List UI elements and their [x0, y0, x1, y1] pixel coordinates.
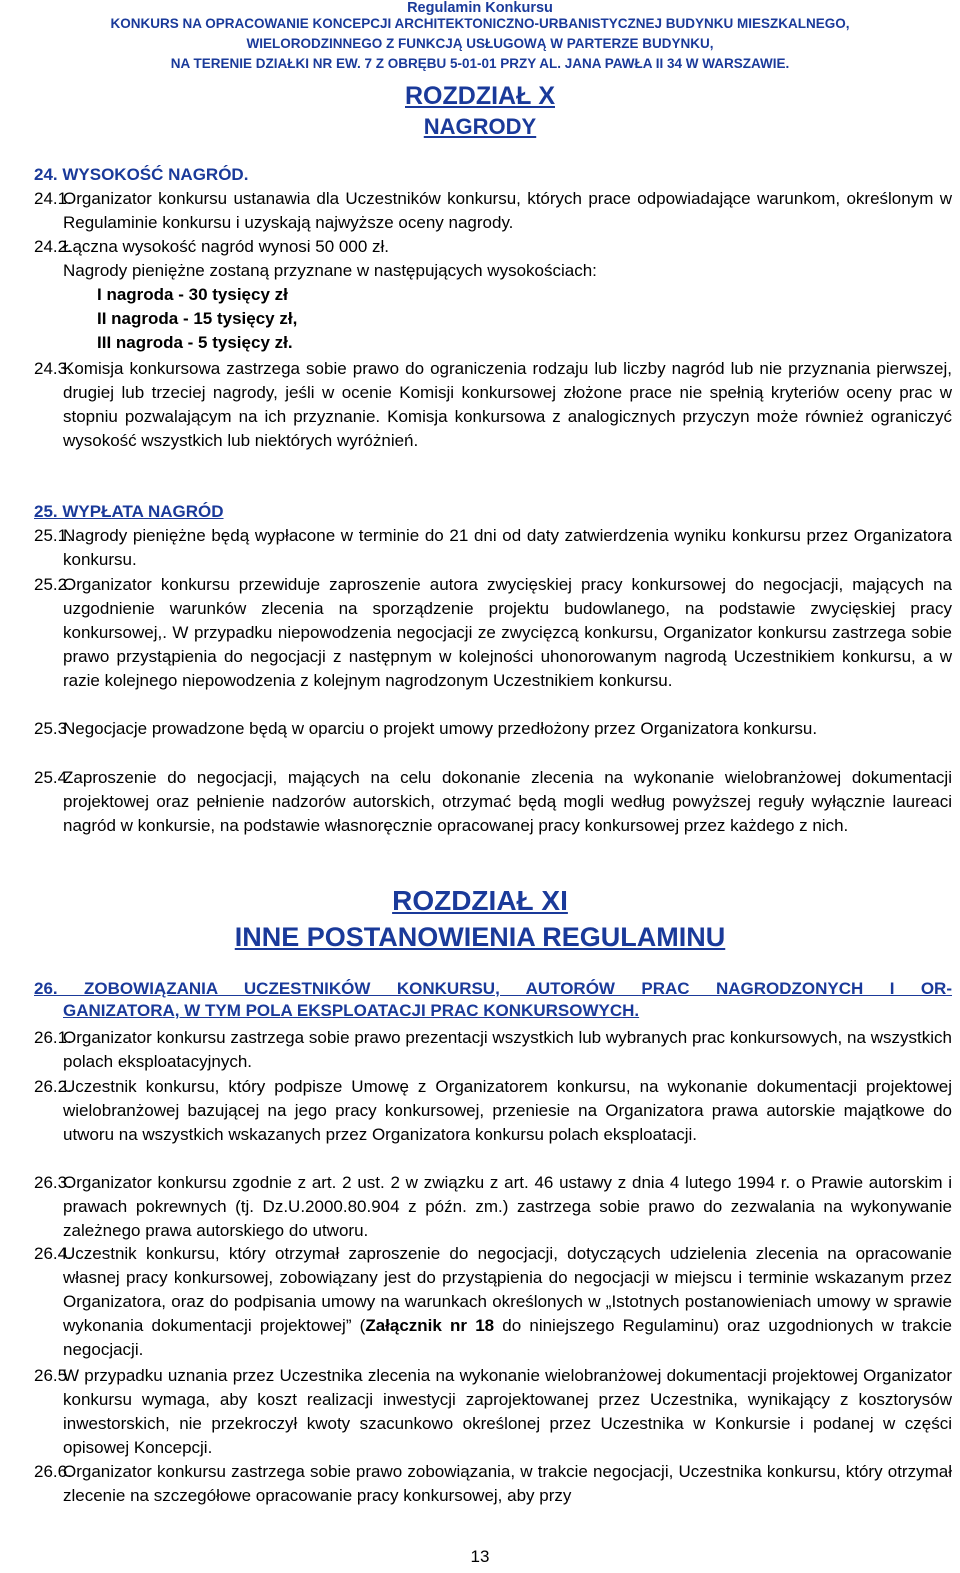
paragraph-text: W przypadku uznania przez Uczestnika zlecenia na wykonanie wielobranżowej dokumentacji projektowej Organizator konkursu wymaga, aby koszt realizacji inwestycji zaprojektowanej przez Uczestnika, wynikający z kosztorysów inwestorskich, nie przekroczył kwoty szacunkowo określonej przez Uczestnika w Konkursie i podanej w części opisowej Koncepcji. [63, 1366, 952, 1457]
section-24-heading: 24. WYSOKOŚĆ NAGRÓD. [34, 165, 249, 184]
chapter-10-subtitle: NAGRODY [423, 114, 537, 139]
paragraph-25-1 [34, 524, 952, 572]
chapter-11-title: ROZDZIAŁ XI [392, 885, 568, 916]
paragraph-24-2 [34, 235, 952, 259]
paragraph-text: Organizator konkursu przewiduje zaproszenie autora zwycięskiej pracy konkursowej do negocjacji, mających na uzgodnienie warunków zlecenia na sporządzenie projektu budowlanego, na podstawie zwycięskiej pracy konkursowej,. W przypadku niepowodzenia negocjacji ze zwycięzcą konkursu, Organizator konkursu zastrzega sobie prawo przystąpienia do negocjacji z następnym w kolejności uhonorowanym nagrodą Uczestnikiem konkursu, a w razie kolejnego niepowodzenia z kolejnym nagrodzonym Uczestnikiem konkursu. [63, 575, 952, 690]
paragraph-number: 26.4. [34, 1244, 72, 1263]
header-line-2: WIELORODZINNEGO Z FUNKCJĄ USŁUGOWĄ W PARTERZE BUDYNKU, [246, 36, 714, 51]
paragraph-text-part: do niniejszego Regulaminu) oraz uzgodnionych w trakcie negocjacji. [63, 1316, 953, 1359]
prize-intro: Nagrody pieniężne zostaną przyznane w następujących wysokościach: [63, 261, 597, 280]
paragraph-text: Komisja konkursowa zastrzega sobie prawo do ograniczenia rodzaju lub liczby nagród lub nie przyznania pierwszej, drugiej lub trzeciej nagrody, jeśli w ocenie Komisji konkursowej złożone prace nie spełnią kryteriów oceny prac w stopniu pozwalającym na ich przyznanie. Komisja konkursowa z analogicznych przyczyn może również ograniczyć wysokość wszystkich lub niektórych wyróżnień. [63, 359, 952, 450]
paragraph-26-3 [34, 1171, 952, 1243]
paragraph-26-6 [34, 1460, 952, 1508]
paragraph-text: Organizator konkursu zastrzega sobie prawo prezentacji wszystkich lub wybranych prac konkursowych, na wszystkich polach eksploatacyjnych. [63, 1028, 952, 1071]
header-title: Regulamin Konkursu [407, 0, 553, 16]
paragraph-text: Zaproszenie do negocjacji, mających na celu dokonanie zlecenia na wykonanie wielobranżowej dokumentacji projektowej oraz pełnienie nadzorów autorskich, otrzymać będą mogli według powyższej reguły wyłącznie laureaci nagród w konkursie, na podstawie własnoręcznie opracowanej pracy konkursowej przez każdego z nich. [63, 768, 952, 835]
section-25-heading: 25. WYPŁATA NAGRÓD [34, 502, 224, 521]
paragraph-text: Nagrody pieniężne będą wypłacone w terminie do 21 dni od daty zatwierdzenia wyniku konkursu przez Organizatora konkursu. [63, 526, 952, 569]
paragraph-number: 26.6. [34, 1462, 72, 1481]
paragraph-24-3 [34, 357, 952, 453]
paragraph-26-1 [34, 1026, 952, 1074]
paragraph-text [63, 1242, 952, 1362]
header-line-3: NA TERENIE DZIAŁKI NR EW. 7 Z OBRĘBU 5-01-01 PRZY AL. JANA PAWŁA II 34 W WARSZAWIE. [170, 56, 790, 71]
section-26-heading-line-2: GANIZATORA, W TYM POLA EKSPLOATACJI PRAC KONKURSOWYCH. [63, 1001, 640, 1020]
paragraph-number: 25.3 [34, 719, 68, 738]
prize-third: III nagroda - 5 tysięcy zł. [97, 333, 293, 352]
paragraph-text: Organizator konkursu zastrzega sobie prawo zobowiązania, w trakcie negocjacji, Uczestnika konkursu, który otrzymał zlecenie na szczegółowe opracowanie pracy konkursowej, aby przy [63, 1462, 952, 1505]
paragraph-number: 26.5 [34, 1366, 68, 1385]
chapter-11-subtitle: INNE POSTANOWIENIA REGULAMINU [234, 922, 726, 952]
paragraph-number: 25.2. [34, 575, 72, 594]
header-line-1: KONKURS NA OPRACOWANIE KONCEPCJI ARCHITEKTONICZNO-URBANISTYCZNEJ BUDYNKU MIESZKALNEGO, [110, 16, 850, 31]
paragraph-text: Uczestnik konkursu, który podpisze Umowę z Organizatorem konkursu, na wykonanie dokumentacji projektowej wielobranżowej bazującej na jego pracy konkursowej, przeniesie na Organizatora prawa autorskie majątkowe do utworu na wszystkich wskazanych przez Organizatora konkursu polach eksploatacji. [63, 1077, 952, 1144]
paragraph-number: 26.2. [34, 1077, 72, 1096]
paragraph-24-1 [34, 187, 952, 235]
paragraph-number: 24.3. [34, 359, 72, 378]
paragraph-number: 26.3. [34, 1173, 72, 1192]
section-26-heading [34, 978, 952, 1022]
chapter-10-title: ROZDZIAŁ X [405, 82, 555, 110]
paragraph-25-2 [34, 573, 952, 693]
page-number: 13 [470, 1547, 490, 1566]
paragraph-number: 24.1. [34, 189, 72, 208]
paragraph-26-2 [34, 1075, 952, 1147]
paragraph-number: 25.4. [34, 768, 72, 787]
paragraph-25-3 [34, 717, 952, 741]
paragraph-text: Negocjacje prowadzone będą w oparciu o projekt umowy przedłożony przez Organizatora konkursu. [63, 719, 818, 738]
paragraph-text: Organizator konkursu zgodnie z art. 2 ust. 2 w związku z art. 46 ustawy z dnia 4 lutego 1994 r. o Prawie autorskim i prawach pokrewnych (tj. Dz.U.2000.80.904 z późn. zm.) zastrzega sobie prawo do zezwalania na wykonywanie zależnego prawa autorskiego do utworu. [63, 1173, 952, 1240]
paragraph-26-5 [34, 1364, 952, 1460]
prize-first: I nagroda - 30 tysięcy zł [97, 285, 288, 304]
paragraph-text-part: Uczestnik konkursu, który otrzymał zaproszenie do negocjacji, dotyczących udzielenia zlecenia na opracowanie własnej pracy konkursowej, zobowiązany jest do przystąpienia do negocjacji w miejscu i terminie wskazanym przez Organizatora, oraz do podpisania umowy na warunkach określonych w „Istotnych postanowieniach umowy w sprawie wykonania dokumentacji projektowej” ( [63, 1244, 952, 1335]
paragraph-text: Organizator konkursu ustanawia dla Uczestników konkursu, których prace odpowiadające warunkom, określonym w Regulaminie konkursu i uzyskają najwyższe oceny nagrody. [63, 189, 952, 232]
paragraph-number: 26.1. [34, 1028, 72, 1047]
attachment-reference: Załącznik nr 18 [365, 1316, 495, 1335]
paragraph-number: 24.2. [34, 237, 72, 256]
paragraph-number: 25.1. [34, 526, 72, 545]
prize-second: II nagroda - 15 tysięcy zł, [97, 309, 298, 328]
paragraph-26-4 [34, 1242, 952, 1362]
paragraph-25-4 [34, 766, 952, 838]
section-26-heading-line-1: 26. ZOBOWIĄZANIA UCZESTNIKÓW KONKURSU, AUTORÓW PRAC NAGRODZONYCH I OR- [34, 979, 952, 998]
paragraph-text: Łączna wysokość nagród wynosi 50 000 zł. [63, 237, 390, 256]
